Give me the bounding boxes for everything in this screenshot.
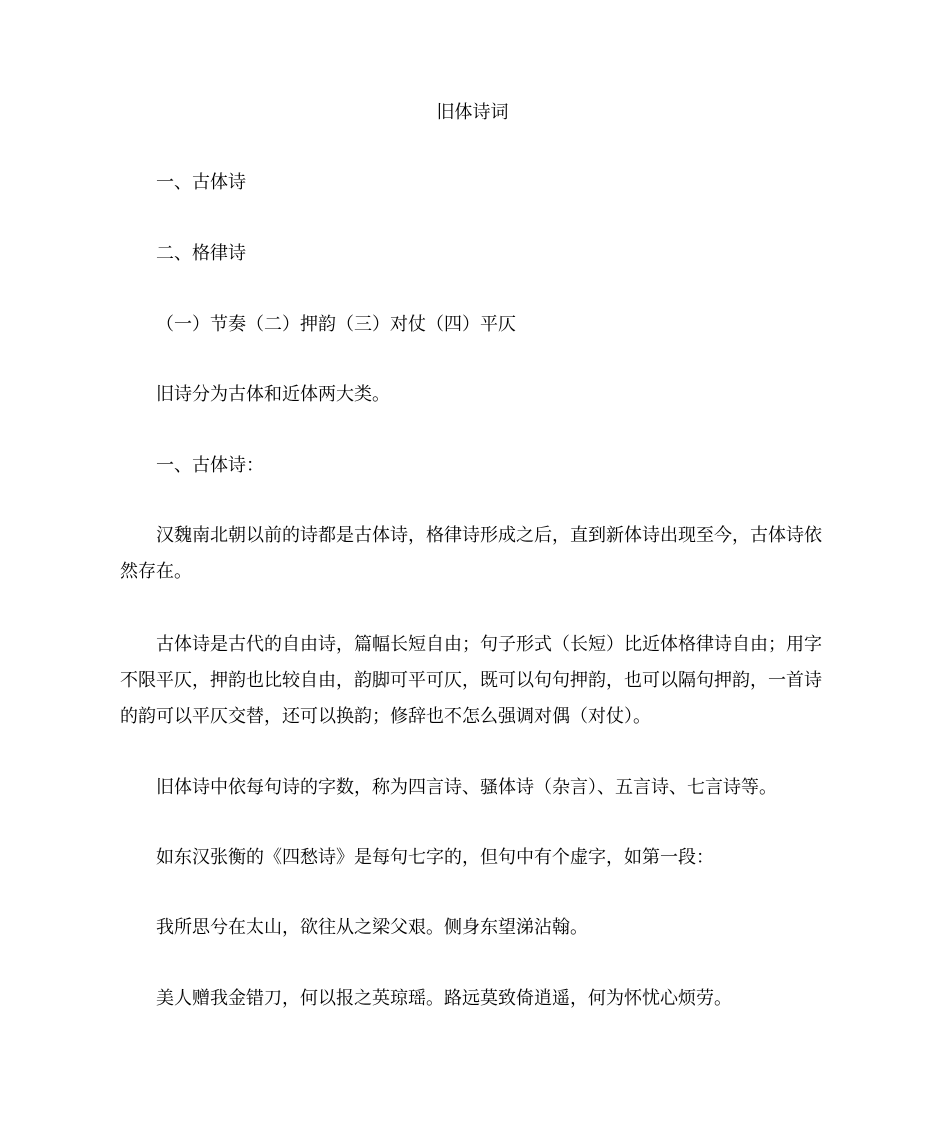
paragraph-7: 我所思兮在太山，欲往从之梁父艰。侧身东望涕沾翰。 [156,917,588,938]
document-title: 旧体诗词 [436,102,509,123]
outline-item-1: 一、古体诗 [156,172,246,193]
paragraph-6: 如东汉张衡的《四愁诗》是每句七字的，但句中有个虚字，如第一段： [156,847,714,868]
paragraph-1: 旧诗分为古体和近体两大类。 [156,384,390,405]
paragraph-4: 古体诗是古代的自由诗，篇幅长短自由；句子形式（长短）比近体格律诗自由；用字不限平仄，押韵也比较自由，韵脚可平可仄，既可以句句押韵，也可以隔句押韵，一首诗的韵可以平仄交替，还可以换韵；修辞也不怎么强调对偶（对仗）。 [120,634,822,727]
outline-subitems: （一）节奏（二）押韵（三）对仗（四）平仄 [156,314,516,335]
outline-item-2: 二、格律诗 [156,243,246,264]
paragraph-3: 汉魏南北朝以前的诗都是古体诗，格律诗形成之后，直到新体诗出现至今，古体诗依然存在。 [120,525,822,582]
paragraph-2: 一、古体诗： [156,455,264,476]
paragraph-5: 旧体诗中依每句诗的字数，称为四言诗、骚体诗（杂言）、五言诗、七言诗等。 [156,777,777,798]
paragraph-8: 美人赠我金错刀，何以报之英琼瑶。路远莫致倚逍遥，何为怀忧心烦劳。 [156,988,732,1009]
